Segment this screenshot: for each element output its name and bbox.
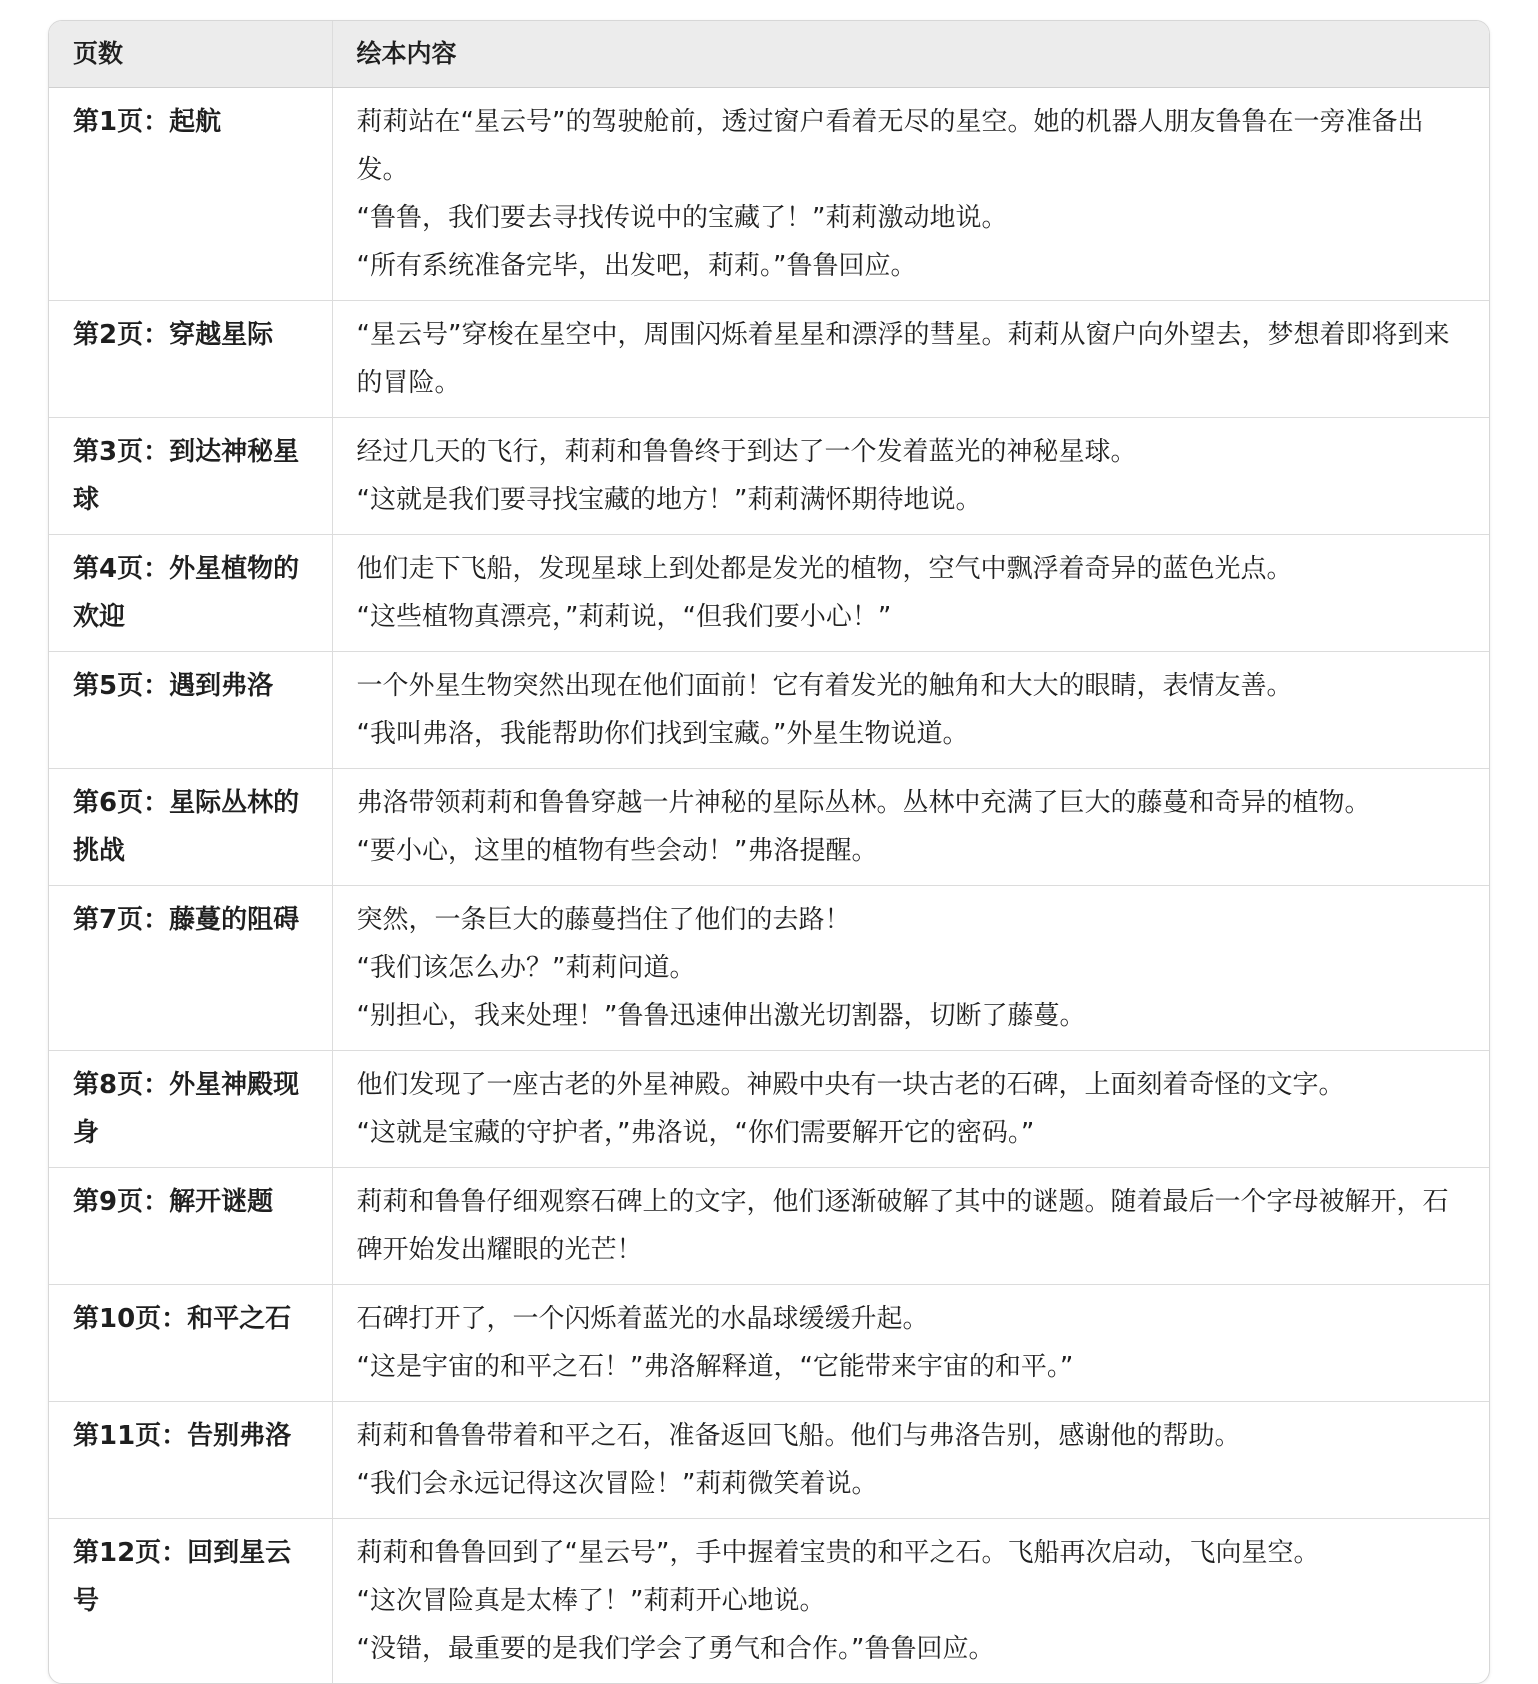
table-row	[49, 769, 1489, 886]
table-row	[49, 301, 1489, 418]
story-content-cell	[332, 88, 1489, 301]
page-number-cell: 第5页：遇到弗洛	[49, 652, 332, 769]
story-line: 他们发现了一座古老的外星神殿。神殿中央有一块古老的石碑，上面刻着奇怪的文字。	[356, 1070, 1345, 1100]
table-row	[49, 1402, 1489, 1519]
story-table	[49, 21, 1489, 1683]
story-line: 突然，一条巨大的藤蔓挡住了他们的去路！	[356, 905, 851, 935]
story-line: 他们走下飞船，发现星球上到处都是发光的植物，空气中飘浮着奇异的蓝色光点。	[356, 554, 1293, 584]
story-content-cell	[332, 1402, 1489, 1519]
story-line: 弗洛带领莉莉和鲁鲁穿越一片神秘的星际丛林。丛林中充满了巨大的藤蔓和奇异的植物。	[356, 788, 1371, 818]
story-line: 莉莉站在“星云号”的驾驶舱前，透过窗户看着无尽的星空。她的机器人朋友鲁鲁在一旁准备出发。	[356, 107, 1424, 185]
header-content: 绘本内容	[332, 21, 1489, 88]
story-content-cell	[332, 769, 1489, 886]
story-line: “没错，最重要的是我们学会了勇气和合作。”鲁鲁回应。	[356, 1634, 995, 1664]
story-line: “我们会永远记得这次冒险！”莉莉微笑着说。	[356, 1469, 878, 1499]
page-number-cell: 第1页：起航	[49, 88, 332, 301]
story-content-cell	[332, 301, 1489, 418]
page-number-cell: 第9页：解开谜题	[49, 1168, 332, 1285]
story-content-cell	[332, 1285, 1489, 1402]
page-number-cell: 第2页：穿越星际	[49, 301, 332, 418]
table-row	[49, 418, 1489, 535]
table-row	[49, 88, 1489, 301]
story-content-cell	[332, 1168, 1489, 1285]
page-number-cell: 第6页：星际丛林的挑战	[49, 769, 332, 886]
story-line: 莉莉和鲁鲁回到了“星云号”，手中握着宝贵的和平之石。飞船再次启动，飞向星空。	[356, 1538, 1320, 1568]
header-row	[49, 21, 1489, 88]
story-line: “别担心，我来处理！”鲁鲁迅速伸出激光切割器，切断了藤蔓。	[356, 1001, 1086, 1031]
page-number-cell: 第10页：和平之石	[49, 1285, 332, 1402]
story-content-cell	[332, 418, 1489, 535]
table-row	[49, 1051, 1489, 1168]
story-content-cell	[332, 1519, 1489, 1684]
header-page: 页数	[49, 21, 332, 88]
story-line: 石碑打开了，一个闪烁着蓝光的水晶球缓缓升起。	[356, 1304, 929, 1334]
story-line: “星云号”穿梭在星空中，周围闪烁着星星和漂浮的彗星。莉莉从窗户向外望去，梦想着即将到来的冒险。	[356, 320, 1450, 398]
story-line: “所有系统准备完毕，出发吧，莉莉。”鲁鲁回应。	[356, 251, 917, 281]
story-line: “这些植物真漂亮，”莉莉说，“但我们要小心！”	[356, 602, 892, 632]
table-row	[49, 1285, 1489, 1402]
table-header	[49, 21, 1489, 88]
page-number-cell: 第8页：外星神殿现身	[49, 1051, 332, 1168]
table-row	[49, 535, 1489, 652]
story-content-cell	[332, 1051, 1489, 1168]
story-content-cell	[332, 886, 1489, 1051]
page-number-cell: 第3页：到达神秘星球	[49, 418, 332, 535]
table-row	[49, 1168, 1489, 1285]
story-line: “要小心，这里的植物有些会动！”弗洛提醒。	[356, 836, 878, 866]
table-body	[49, 88, 1489, 1684]
story-content-cell	[332, 535, 1489, 652]
story-line: 经过几天的飞行，莉莉和鲁鲁终于到达了一个发着蓝光的神秘星球。	[356, 437, 1137, 467]
story-line: “这是宇宙的和平之石！”弗洛解释道，“它能带来宇宙的和平。”	[356, 1352, 1074, 1382]
table-row	[49, 652, 1489, 769]
story-line: “鲁鲁，我们要去寻找传说中的宝藏了！”莉莉激动地说。	[356, 203, 1008, 233]
table-row	[49, 1519, 1489, 1684]
story-line: “我们该怎么办？”莉莉问道。	[356, 953, 696, 983]
table-row	[49, 886, 1489, 1051]
story-line: 莉莉和鲁鲁带着和平之石，准备返回飞船。他们与弗洛告别，感谢他的帮助。	[356, 1421, 1241, 1451]
picture-book-table	[48, 20, 1490, 1684]
story-line: “这就是宝藏的守护者，”弗洛说，“你们需要解开它的密码。”	[356, 1118, 1035, 1148]
story-line: 一个外星生物突然出现在他们面前！它有着发光的触角和大大的眼睛，表情友善。	[356, 671, 1293, 701]
story-line: 莉莉和鲁鲁仔细观察石碑上的文字，他们逐渐破解了其中的谜题。随着最后一个字母被解开，石碑开始发出耀眼的光芒！	[356, 1187, 1449, 1265]
story-line: “这次冒险真是太棒了！”莉莉开心地说。	[356, 1586, 826, 1616]
page-number-cell: 第7页：藤蔓的阻碍	[49, 886, 332, 1051]
story-line: “我叫弗洛，我能帮助你们找到宝藏。”外星生物说道。	[356, 719, 969, 749]
page-number-cell: 第11页：告别弗洛	[49, 1402, 332, 1519]
page-number-cell: 第4页：外星植物的欢迎	[49, 535, 332, 652]
story-line: “这就是我们要寻找宝藏的地方！”莉莉满怀期待地说。	[356, 485, 982, 515]
page-number-cell: 第12页：回到星云号	[73, 1538, 292, 1616]
story-content-cell	[332, 652, 1489, 769]
